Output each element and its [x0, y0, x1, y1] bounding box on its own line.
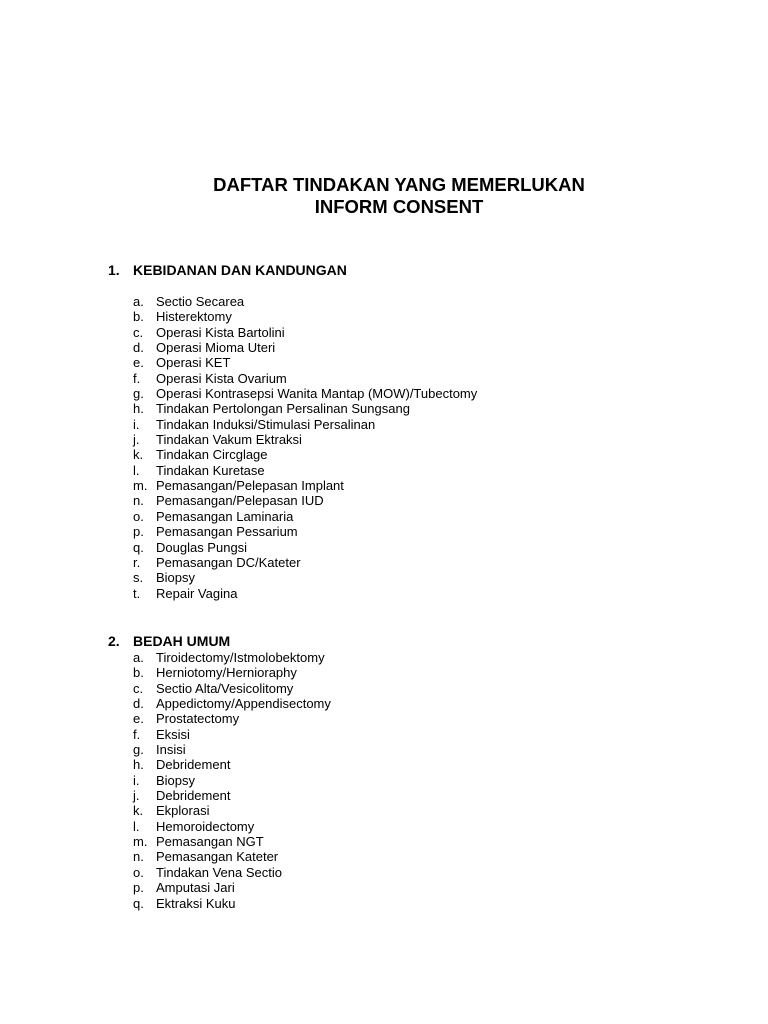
- list-item-label: Douglas Pungsi: [156, 539, 248, 555]
- list-item-letter: e.: [133, 355, 144, 371]
- list-item-label: Pemasangan Laminaria: [156, 508, 294, 524]
- list-item-letter: g.: [133, 742, 144, 758]
- list-item-letter: m.: [133, 478, 148, 494]
- section-number: 1.: [108, 262, 120, 278]
- list-item: [0, 788, 768, 803]
- list-item-label: Biopsy: [156, 772, 196, 788]
- list-item-letter: h.: [133, 401, 144, 417]
- list-item: [0, 696, 768, 711]
- list-item-label: Tindakan Pertolongan Persalinan Sungsang: [156, 401, 410, 417]
- list-item-label: Tindakan Circglage: [156, 447, 268, 463]
- list-item: [0, 540, 768, 555]
- list-item: [0, 681, 768, 696]
- list-item-label: Pemasangan NGT: [156, 834, 264, 850]
- list-item-label: Tindakan Kuretase: [156, 462, 265, 478]
- list-item-letter: j.: [133, 432, 140, 448]
- list-item: [0, 865, 768, 880]
- list-item: [0, 586, 768, 601]
- list-item-letter: r.: [133, 554, 141, 570]
- list-item-letter: k.: [133, 447, 144, 463]
- list-item: [0, 711, 768, 726]
- list-item-label: Operasi Kontrasepsi Wanita Mantap (MOW)/Tubectomy: [156, 386, 478, 402]
- list-item: [0, 570, 768, 585]
- list-item-label: Operasi Kista Bartolini: [156, 324, 285, 340]
- list-item-letter: b.: [133, 665, 144, 681]
- list-item: [0, 294, 768, 309]
- list-item-letter: m.: [133, 834, 148, 850]
- list-item: [0, 727, 768, 742]
- list-item-letter: h.: [133, 757, 144, 773]
- list-item-label: Ektraksi Kuku: [156, 895, 236, 911]
- list-item: [0, 650, 768, 665]
- section-list-bedah-umum: [0, 650, 768, 911]
- list-item-label: Biopsy: [156, 570, 196, 586]
- list-item-label: Pemasangan Kateter: [156, 849, 279, 865]
- list-item: [0, 742, 768, 757]
- list-item-letter: l.: [133, 462, 140, 478]
- list-item-letter: f.: [133, 726, 141, 742]
- list-item: [0, 803, 768, 818]
- list-item-letter: b.: [133, 309, 144, 325]
- list-item-letter: f.: [133, 370, 141, 386]
- list-item-label: Herniotomy/Hernioraphy: [156, 665, 297, 681]
- list-item: [0, 509, 768, 524]
- list-item-label: Operasi KET: [156, 355, 231, 371]
- list-item-label: Ekplorasi: [156, 803, 210, 819]
- list-item: [0, 834, 768, 849]
- list-item-letter: q.: [133, 539, 144, 555]
- list-item-letter: g.: [133, 386, 144, 402]
- list-item-letter: t.: [133, 585, 141, 601]
- section-number: 2.: [108, 633, 120, 649]
- list-item: [0, 493, 768, 508]
- list-item-letter: p.: [133, 524, 144, 540]
- list-item-label: Eksisi: [156, 726, 190, 742]
- list-item-letter: s.: [133, 570, 144, 586]
- list-item: [0, 819, 768, 834]
- list-item: [0, 478, 768, 493]
- list-item: [0, 386, 768, 401]
- list-item-label: Tiroidectomy/Istmolobektomy: [156, 650, 325, 665]
- list-item-letter: o.: [133, 508, 144, 524]
- list-item-label: Amputasi Jari: [156, 880, 235, 896]
- list-item-letter: c.: [133, 324, 144, 340]
- section-list-kebidanan: [0, 294, 768, 601]
- list-item: [0, 880, 768, 895]
- list-item: [0, 371, 768, 386]
- list-item-label: Insisi: [156, 742, 186, 758]
- list-item-letter: c.: [133, 680, 144, 696]
- list-item-letter: d.: [133, 696, 144, 712]
- list-item-label: Appedictomy/Appendisectomy: [156, 696, 331, 712]
- list-item-label: Sectio Secarea: [156, 294, 245, 309]
- section-title: BEDAH UMUM: [133, 633, 231, 649]
- list-item: [0, 325, 768, 340]
- list-item: [0, 401, 768, 416]
- list-item-label: Pemasangan Pessarium: [156, 524, 298, 540]
- list-item-label: Debridement: [156, 757, 231, 773]
- list-item: [0, 309, 768, 324]
- list-item-label: Histerektomy: [156, 309, 232, 325]
- list-item-label: Debridement: [156, 788, 231, 804]
- list-item-letter: d.: [133, 340, 144, 356]
- list-item: [0, 773, 768, 788]
- list-item-label: Operasi Mioma Uteri: [156, 340, 276, 356]
- list-item: [0, 555, 768, 570]
- list-item: [0, 463, 768, 478]
- list-item-letter: o.: [133, 864, 144, 880]
- list-item: [0, 849, 768, 864]
- list-item-label: Repair Vagina: [156, 585, 238, 601]
- list-item-label: Prostatectomy: [156, 711, 240, 727]
- list-item-label: Pemasangan DC/Kateter: [156, 554, 301, 570]
- list-item-label: Tindakan Induksi/Stimulasi Persalinan: [156, 416, 376, 432]
- list-item: [0, 340, 768, 355]
- list-item-label: Tindakan Vakum Ektraksi: [156, 432, 302, 448]
- list-item: [0, 355, 768, 370]
- list-item-label: Hemoroidectomy: [156, 818, 255, 834]
- list-item-label: Sectio Alta/Vesicolitomy: [156, 680, 294, 696]
- list-item: [0, 447, 768, 462]
- list-item-letter: p.: [133, 880, 144, 896]
- list-item-label: Pemasangan/Pelepasan IUD: [156, 493, 324, 509]
- list-item: [0, 757, 768, 772]
- list-item: [0, 432, 768, 447]
- list-item-label: Operasi Kista Ovarium: [156, 370, 287, 386]
- section-title: KEBIDANAN DAN KANDUNGAN: [133, 262, 347, 278]
- list-item-letter: n.: [133, 493, 144, 509]
- list-item-letter: n.: [133, 849, 144, 865]
- list-item: [0, 524, 768, 539]
- list-item-letter: a.: [133, 294, 144, 309]
- list-item-letter: q.: [133, 895, 144, 911]
- list-item-letter: k.: [133, 803, 144, 819]
- document-title-line-2: INFORM CONSENT: [314, 196, 484, 217]
- list-item-letter: i.: [133, 772, 140, 788]
- list-item-letter: a.: [133, 650, 144, 665]
- list-item-letter: j.: [133, 788, 140, 804]
- list-item-label: Pemasangan/Pelepasan Implant: [156, 478, 344, 494]
- list-item: [0, 896, 768, 911]
- list-item-letter: i.: [133, 416, 140, 432]
- list-item-letter: l.: [133, 818, 140, 834]
- list-item: [0, 665, 768, 680]
- document-title-line-1: DAFTAR TINDAKAN YANG MEMERLUKAN: [213, 174, 585, 195]
- list-item: [0, 417, 768, 432]
- list-item-letter: e.: [133, 711, 144, 727]
- list-item-label: Tindakan Vena Sectio: [156, 864, 282, 880]
